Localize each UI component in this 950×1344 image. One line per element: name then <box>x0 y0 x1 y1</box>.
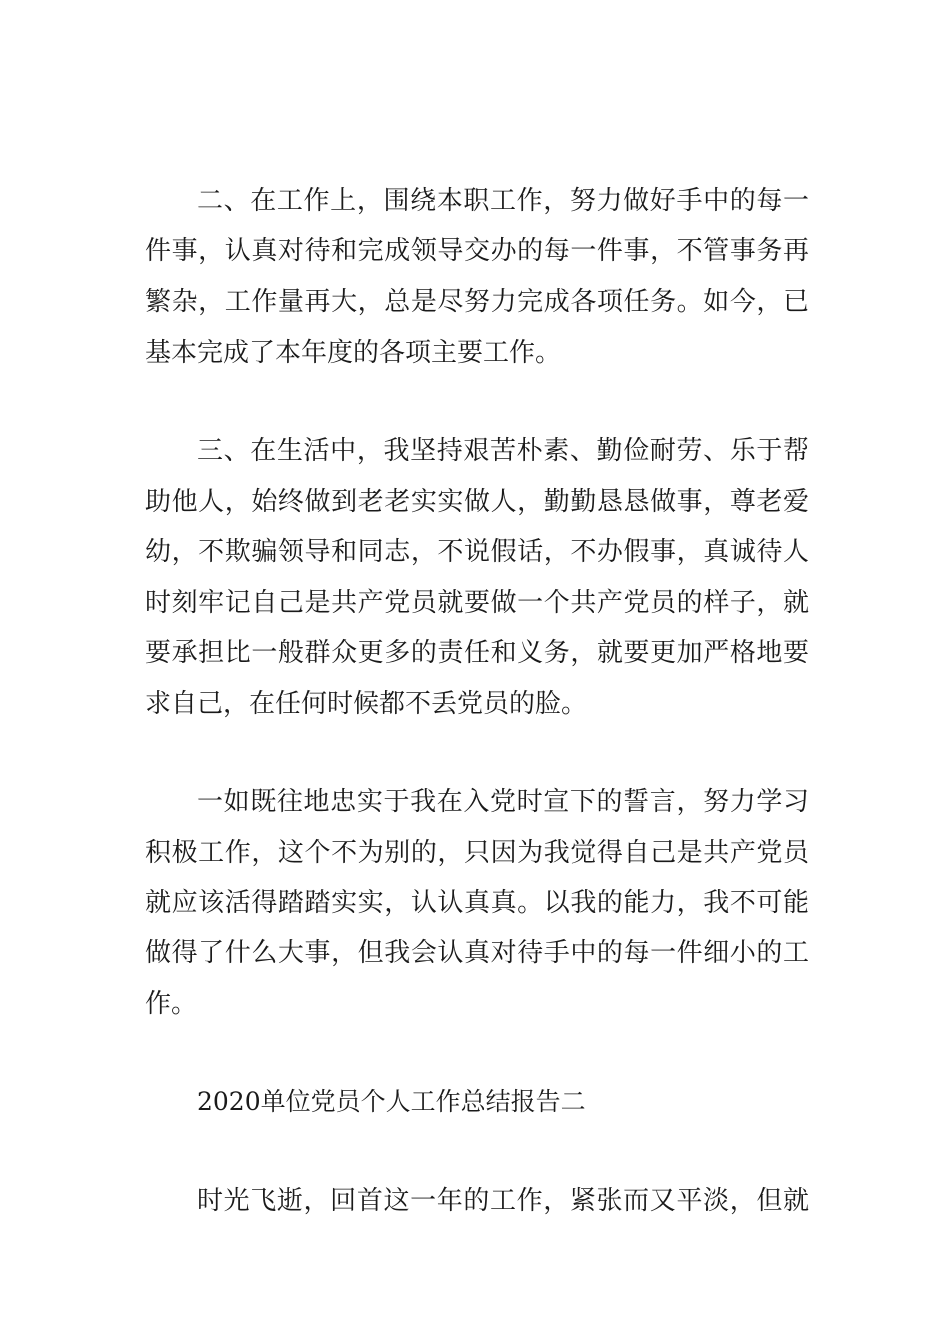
paragraph-line: 一如既往地忠实于我在入党时宣下的誓言，努力学习 <box>197 787 809 817</box>
paragraph-line: 幼，不欺骗领导和同志，不说假话，不办假事，真诚待人 <box>145 537 809 567</box>
paragraph-line: 做得了什么大事，但我会认真对待手中的每一件细小的工 <box>145 938 809 968</box>
paragraph-line: 助他人，始终做到老老实实做人，勤勤恳恳做事，尊老爱 <box>145 487 809 517</box>
paragraph-line: 二、在工作上，围绕本职工作，努力做好手中的每一 <box>197 186 809 216</box>
paragraph-line: 繁杂，工作量再大，总是尽努力完成各项任务。如今，已 <box>145 287 809 317</box>
paragraph-line: 件事，认真对待和完成领导交办的每一件事，不管事务再 <box>145 236 809 266</box>
paragraph-line: 时刻牢记自己是共产党员就要做一个共产党员的样子，就 <box>145 588 809 618</box>
paragraph-line: 时光飞逝，回首这一年的工作，紧张而又平淡，但就 <box>197 1186 809 1216</box>
paragraph-line: 三、在生活中，我坚持艰苦朴素、勤俭耐劳、乐于帮 <box>197 436 809 466</box>
paragraph-line: 要承担比一般群众更多的责任和义务，就要更加严格地要 <box>145 638 809 668</box>
paragraph-line: 基本完成了本年度的各项主要工作。 <box>145 338 562 368</box>
paragraph-line: 作。 <box>145 989 198 1019</box>
paragraph-line: 就应该活得踏踏实实，认认真真。以我的能力，我不可能 <box>145 888 809 918</box>
paragraph-line: 积极工作，这个不为别的，只因为我觉得自己是共产党员 <box>145 838 809 868</box>
section-heading: 2020单位党员个人工作总结报告二 <box>197 1087 586 1116</box>
paragraph-line: 求自己，在任何时候都不丢党员的脸。 <box>145 689 588 719</box>
